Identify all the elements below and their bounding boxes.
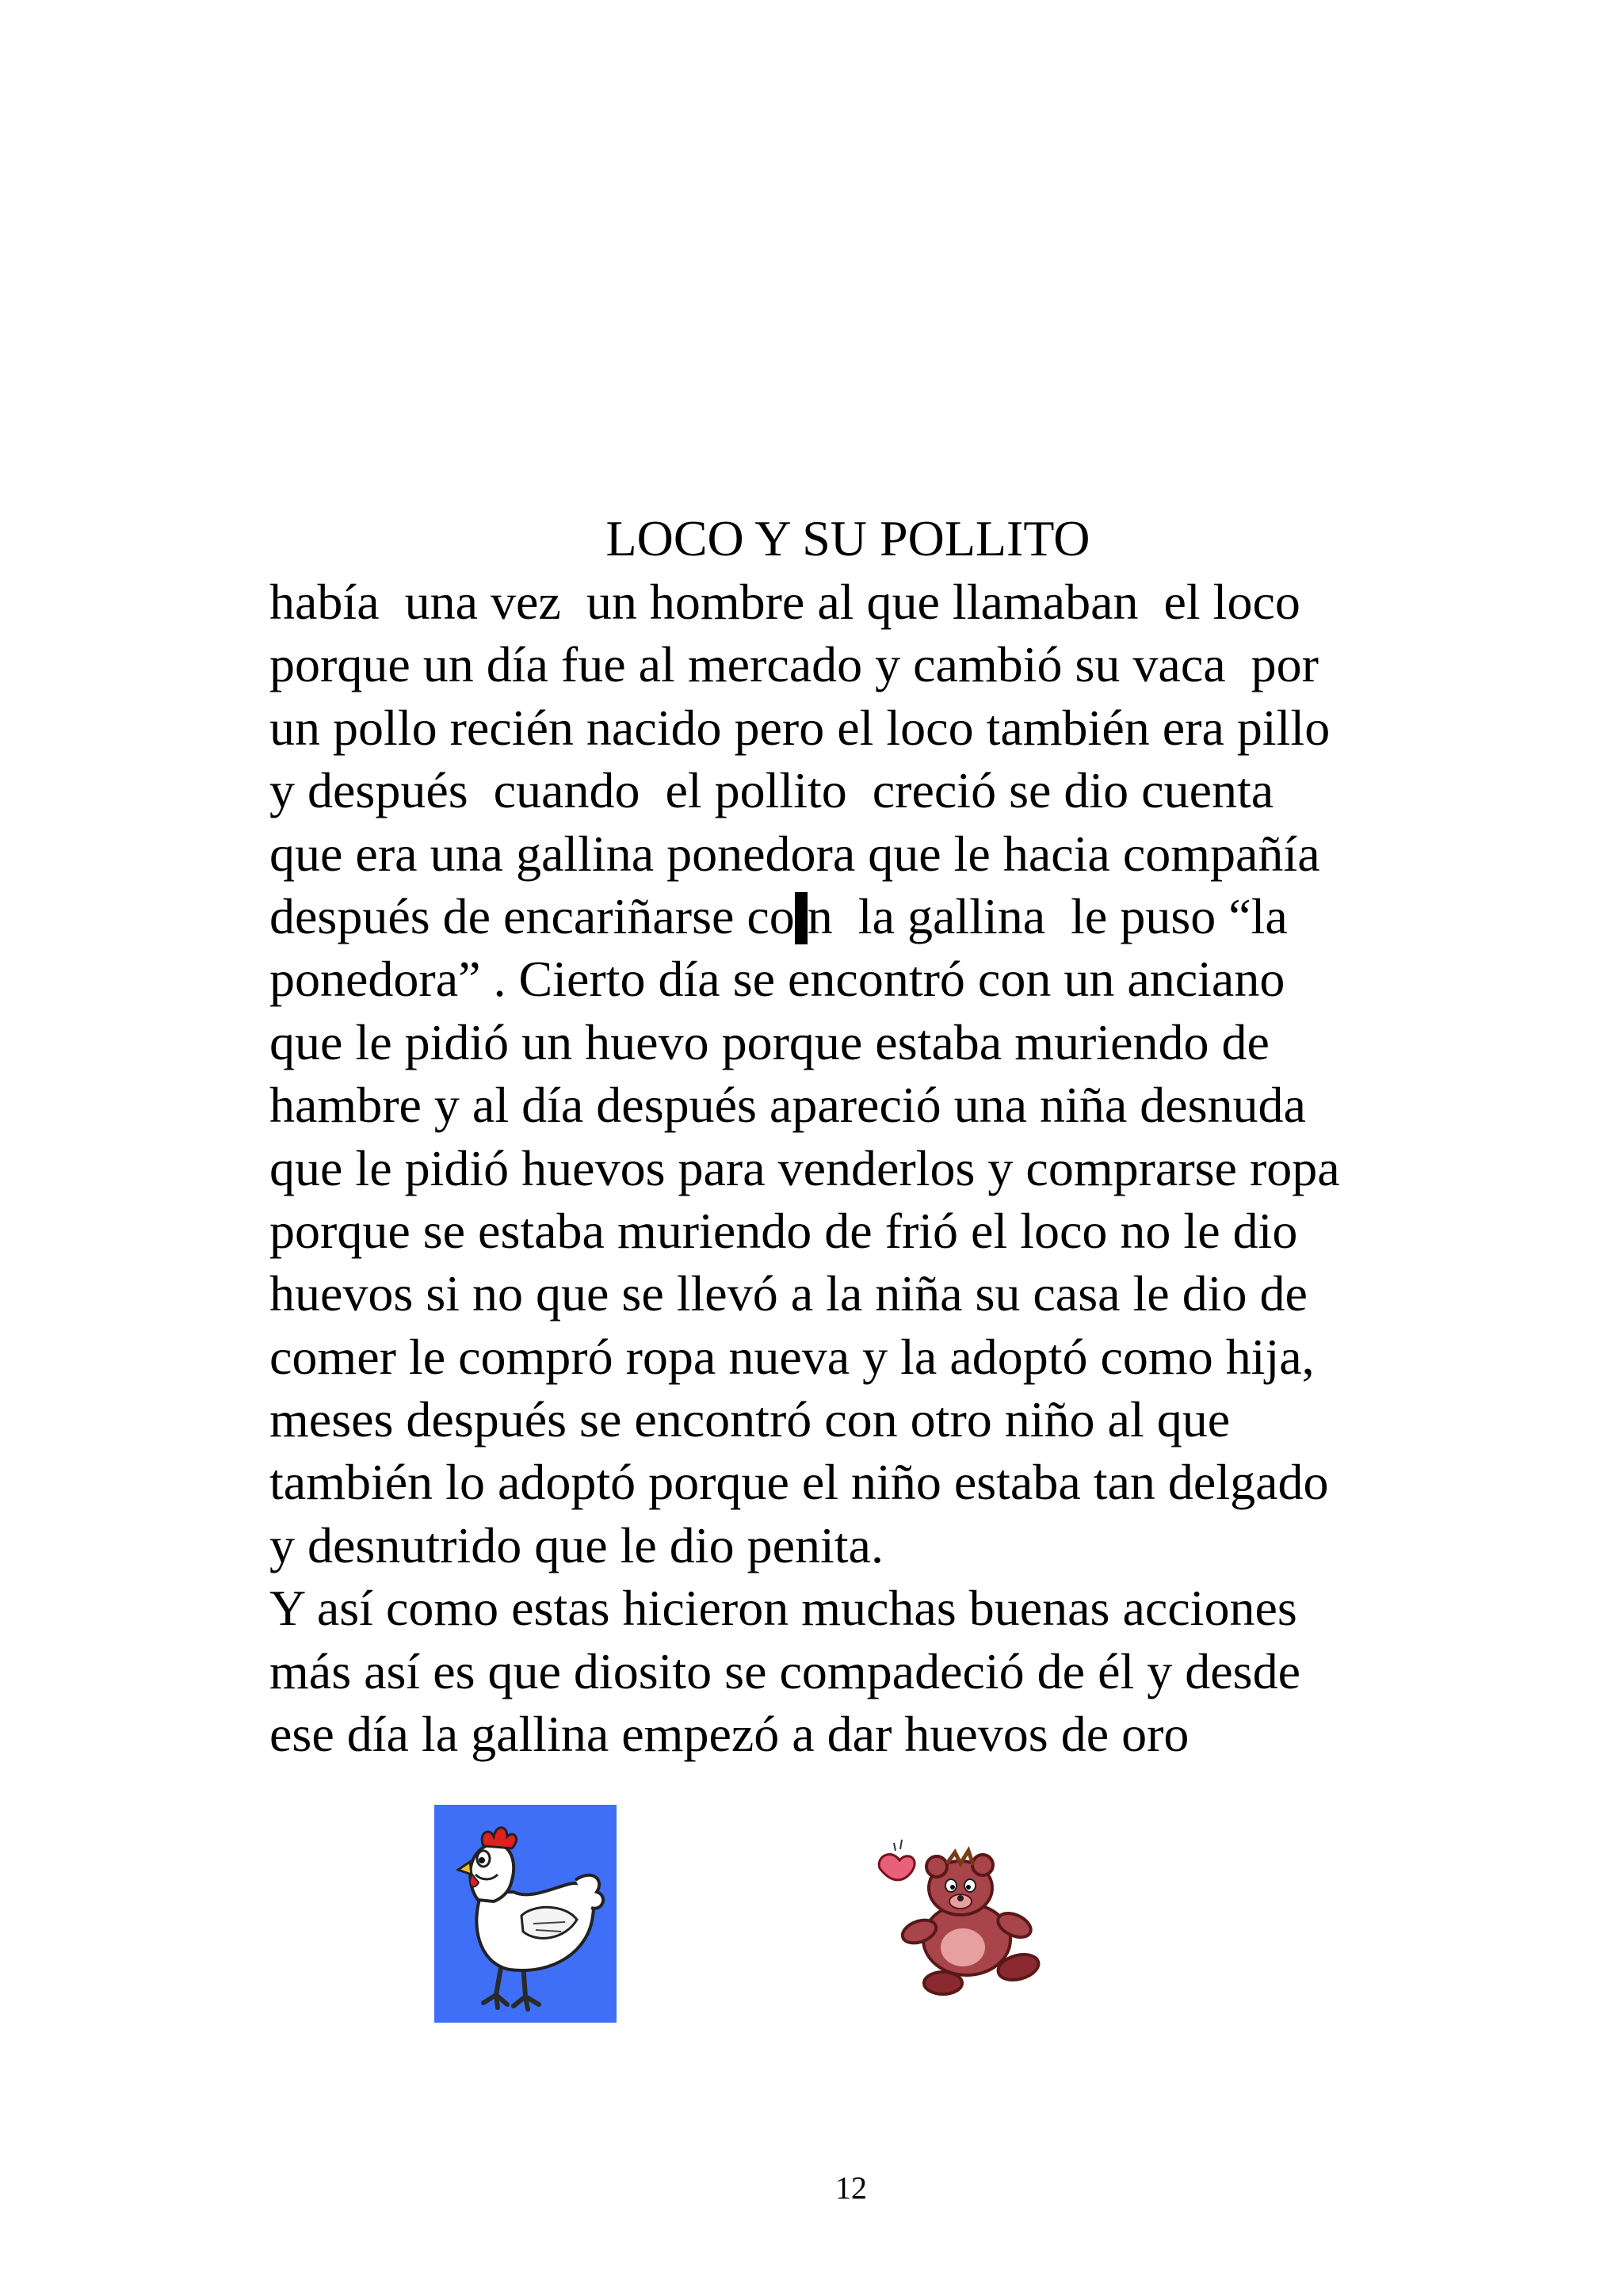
text-line: huevos si no que se llevó a la niña su casa le dio de <box>269 1265 1308 1322</box>
story-title: LOCO Y SU POLLITO <box>605 510 1090 566</box>
bear-icon <box>872 1836 1062 2003</box>
text-line: un pollo recién nacido pero el loco también era pillo <box>269 699 1331 756</box>
story-body <box>269 570 1458 1765</box>
text-line: había una vez un hombre al que llamaban el loco <box>269 574 1300 630</box>
text-line: también lo adoptó porque el niño estaba tan delgado <box>269 1454 1329 1511</box>
text-line: comer le compró ropa nueva y la adoptó como hija, <box>269 1328 1315 1385</box>
text-line: ese día la gallina empezó a dar huevos de oro <box>269 1706 1190 1763</box>
text-line: que le pidió un huevo porque estaba muriendo de <box>269 1013 1270 1070</box>
text-line-with-cursor <box>269 885 1458 948</box>
text-line: y después cuando el pollito creció se dio cuenta <box>269 762 1274 819</box>
text-line: porque un día fue al mercado y cambió su vaca por <box>269 636 1319 693</box>
text-line: ponedora” . Cierto día se encontró con un anciano <box>269 951 1285 1008</box>
text-before-cursor: después de encariñarse co <box>269 887 795 944</box>
page-number: 12 <box>835 2170 867 2206</box>
text-line: más así es que diosito se compadeció de él y desde <box>269 1642 1300 1699</box>
hen-icon <box>434 1805 617 2023</box>
bear-illustration <box>872 1836 1062 2003</box>
text-line: hambre y al día después apareció una niña desnuda <box>269 1077 1306 1134</box>
text-line: Y así como estas hicieron muchas buenas acciones <box>269 1580 1297 1637</box>
text-cursor[interactable] <box>795 892 808 944</box>
hen-illustration <box>434 1805 617 2023</box>
text-line: que era una gallina ponedora que le hacia compañía <box>269 825 1320 882</box>
text-line: que le pidió huevos para venderlos y comprarse ropa <box>269 1139 1340 1196</box>
text-after-cursor: n la gallina le puso “la <box>807 887 1288 944</box>
text-line: meses después se encontró con otro niño al que <box>269 1391 1231 1448</box>
text-line: y desnutrido que le dio penita. <box>269 1516 884 1573</box>
text-line: porque se estaba muriendo de frió el loco no le dio <box>269 1202 1298 1259</box>
